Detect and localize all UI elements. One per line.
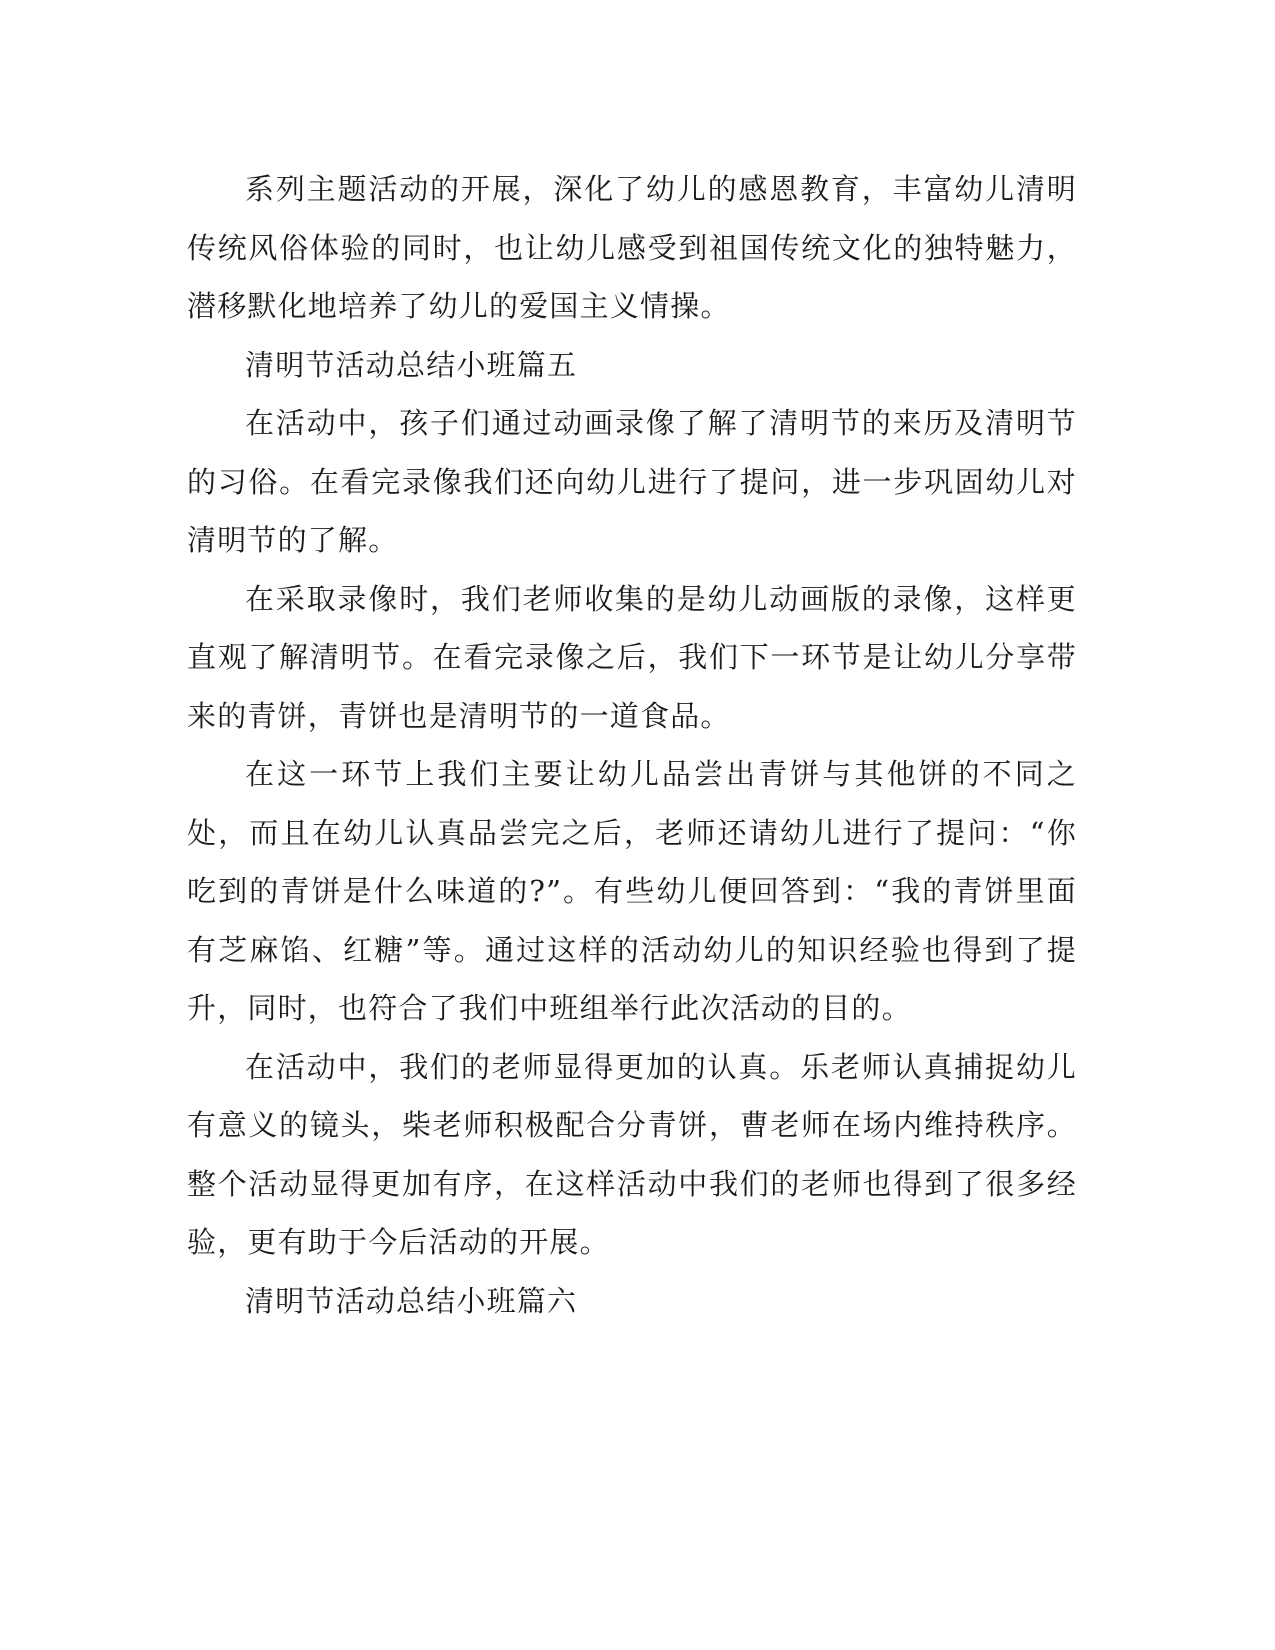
document-body: [187, 160, 1077, 1330]
section-heading: 清明节活动总结小班篇五: [245, 347, 578, 382]
section-heading: 清明节活动总结小班篇六: [245, 1283, 578, 1318]
paragraph: 在活动中，孩子们通过动画录像了解了清明节的来历及清明节的习俗。在看完录像我们还向幼儿进行了提问，进一步巩固幼儿对清明节的了解。: [187, 406, 1077, 557]
paragraph: 在活动中，我们的老师显得更加的认真。乐老师认真捕捉幼儿有意义的镜头，柴老师积极配合分青饼，曹老师在场内维持秩序。整个活动显得更加有序，在这样活动中我们的老师也得到了很多经验，更有助于今后活动的开展。: [187, 1049, 1077, 1259]
paragraph: 在采取录像时，我们老师收集的是幼儿动画版的录像，这样更直观了解清明节。在看完录像之后，我们下一环节是让幼儿分享带来的青饼，青饼也是清明节的一道食品。: [187, 581, 1077, 733]
paragraph: 系列主题活动的开展，深化了幼儿的感恩教育，丰富幼儿清明传统风俗体验的同时，也让幼儿感受到祖国传统文化的独特魅力，潜移默化地培养了幼儿的爱国主义情操。: [187, 172, 1077, 323]
paragraph: 在这一环节上我们主要让幼儿品尝出青饼与其他饼的不同之处，而且在幼儿认真品尝完之后，老师还请幼儿进行了提问：“你吃到的青饼是什么味道的?”。有些幼儿便回答到：“我的青饼里面有芝麻馅、红糖”等。通过这样的活动幼儿的知识经验也得到了提升，同时，也符合了我们中班组举行此次活动的目的。: [187, 757, 1077, 1025]
